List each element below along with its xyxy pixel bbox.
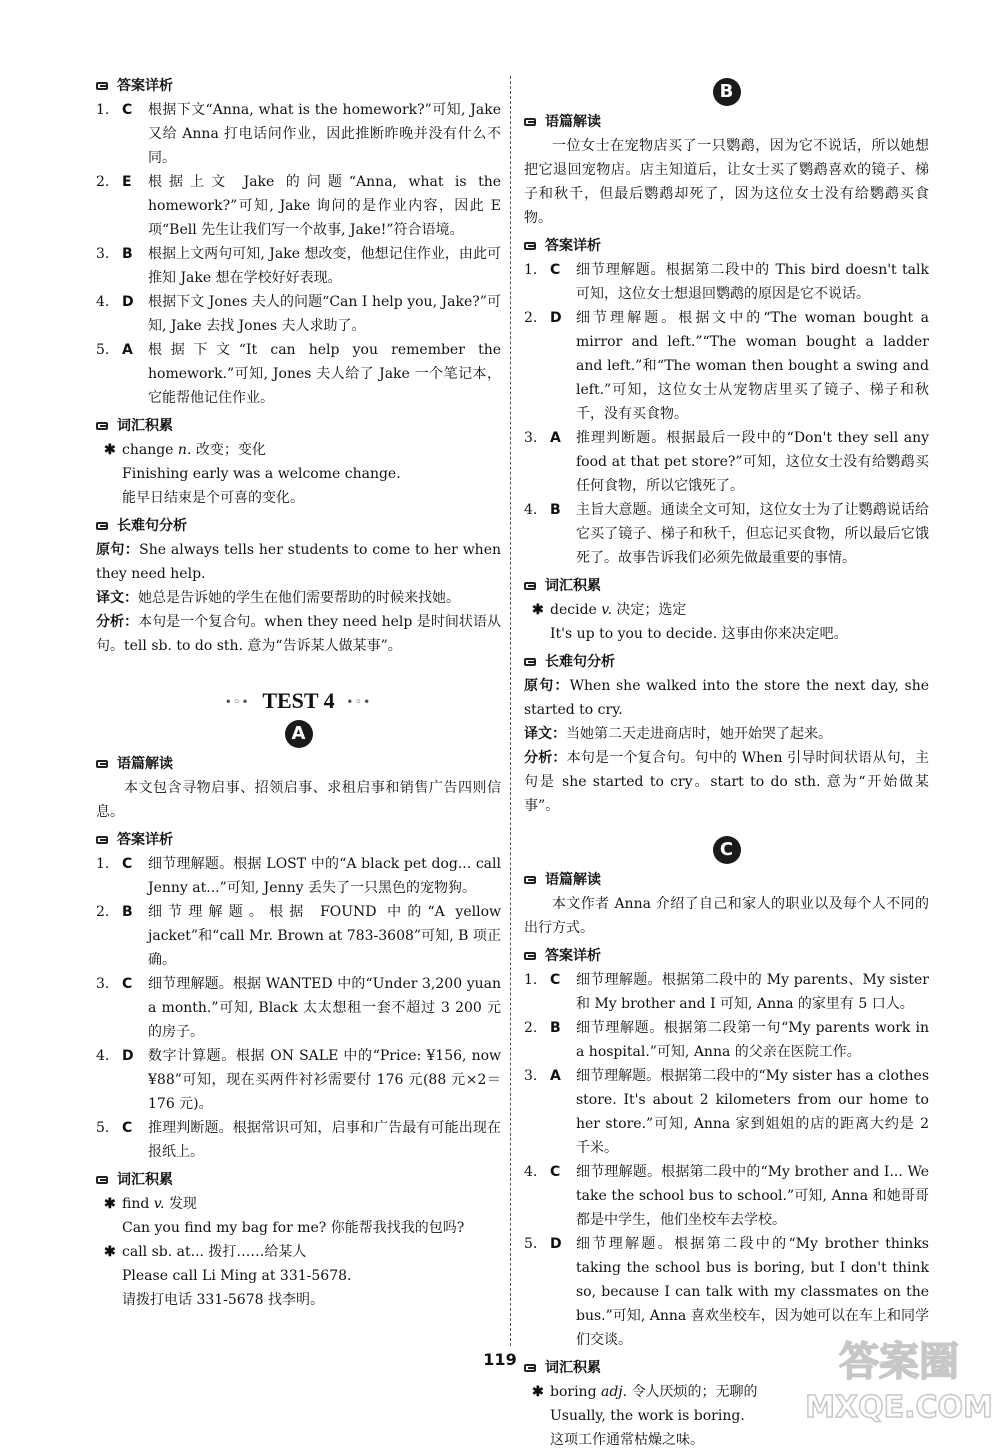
- answer-item: 2. D 细节理解题。根据文中的“The woman bought a mirror and left.”“The woman bought a ladder and left.”和“The woman then bought a swing and left.”可知，这位女士从宠物店里买了镜子、梯子和秋千，没有买食物。: [524, 310, 929, 422]
- answer-item: 5. A 根据下文“It can help you remember the homework.”可知, Jones 夫人给了 Jake 一个笔记本，它能帮他记住作业。: [96, 342, 501, 406]
- passage-summary: 本文作者 Anna 介绍了自己和家人的职业以及每个人不同的出行方式。: [524, 896, 929, 936]
- section-heading: 词汇积累: [96, 1168, 501, 1192]
- dots-decoration: •◦•: [225, 696, 251, 708]
- watermark-line2: MXQE.COM: [805, 1390, 993, 1425]
- left-column: [96, 70, 501, 1312]
- example-en: Finishing early was a welcome change.: [122, 466, 401, 482]
- column-divider: [510, 76, 511, 1346]
- section-marker-icon: [524, 950, 539, 962]
- original-sentence: 原句：When she walked into the store the next day, she started to cry.: [524, 678, 930, 718]
- section-heading: 答案详析: [96, 74, 501, 98]
- watermark-logo: [804, 1331, 994, 1427]
- answer-item: 3. C 细节理解题。根据 WANTED 中的“Under 3,200 yuan a month.”可知, Black 太太想租一套不超过 3 200 元的房子。: [96, 975, 501, 1040]
- watermark-line1: 答案圈: [839, 1339, 959, 1385]
- example-cn: 这项工作通常枯燥之味。: [550, 1432, 704, 1448]
- section-heading: 词汇积累: [524, 1356, 929, 1380]
- passage-summary: 本文包含寻物启事、招领启事、求租启事和销售广告四则信息。: [96, 779, 501, 820]
- answer-item: 5. D 细节理解题。根据第二段中的“My brother thinks taking the school bus is boring, but I don't think so, because I can talk with my classmates on the bus.”可知, Anna 喜欢坐校车，因为她可以在车上和同学们交谈。: [524, 1236, 929, 1348]
- vocab-entry: ✱ call sb. at... 拨打……给某人 Please call Li Ming at 331-5678. 请拨打电话 331-5678 找李明。: [96, 1240, 501, 1312]
- answer-item: 1. C 细节理解题。根据 LOST 中的“A black pet dog... call Jenny at...”可知, Jenny 丢失了一只黑色的宠物狗。: [96, 855, 501, 896]
- section-marker-icon: [524, 580, 539, 592]
- star-icon: ✱: [104, 442, 116, 458]
- answer-item: 4. B 主旨大意题。通读全文可知，这位女士为了让鹦鹉说话给它买了镜子、梯子和秋千，但忘记买食物，所以最后它饿死了。故事告诉我们必须先做最重要的事情。: [524, 502, 929, 566]
- page-number: 119: [483, 1350, 517, 1369]
- section-marker-icon: [524, 116, 539, 128]
- section-heading: 长难句分析: [524, 650, 929, 674]
- passage-summary: 一位女士在宠物店买了一只鹦鹉，因为它不说话，所以她想把它退回宠物店。店主知道后，让女士买了鹦鹉喜欢的镜子、梯子和秋千，但最后鹦鹉却死了，因为这位女士没有给鹦鹉买食物。: [524, 138, 929, 226]
- answer-item: 2. E 根据上文 Jake 的问题“Anna, what is the homework?”可知, Jake 询问的是作业内容，因此 E 项“Bell 先生让我们写一个故事, Jake!”符合语境。: [96, 174, 501, 238]
- section-heading: 答案详析: [524, 944, 929, 968]
- star-icon: ✱: [104, 1195, 116, 1212]
- answer-item: 1. C 细节理解题。根据第二段中的 My parents、My sister 和 My brother and I 可知, Anna 的家里有 5 口人。: [524, 972, 929, 1012]
- analysis: 分析：本句是一个复合句。when they need help 是时间状语从句。tell sb. to do sth. 意为“告诉某人做某事”。: [96, 614, 501, 654]
- passage-badge-b: B: [713, 78, 741, 106]
- section-heading: 词汇积累: [524, 574, 929, 598]
- section-marker-icon: [96, 80, 111, 92]
- vocab-entry: ✱ decide v. 决定；选定 It's up to you to decide. 这事由你来决定吧。: [524, 598, 929, 646]
- example-sentence: Can you find my bag for me? 你能帮我找我的包吗?: [122, 1219, 465, 1236]
- vocab-entry: ✱ change n. 改变；变化 Finishing early was a welcome change. 能早日结束是个可喜的变化。: [96, 438, 501, 510]
- section-heading: 语篇解读: [524, 868, 929, 892]
- answer-item: 5. C 推理判断题。根据常识可知，启事和广告最有可能出现在报纸上。: [96, 1119, 501, 1160]
- answer-item: 2. B 细节理解题。根据第二段第一句“My parents work in a hospital.”可知, Anna 的父亲在医院工作。: [524, 1020, 929, 1060]
- section-heading: 答案详析: [96, 828, 501, 852]
- answer-list: [96, 98, 501, 410]
- answer-item: 2. B 细节理解题。根据 FOUND 中的“A yellow jacket”和“call Mr. Brown at 783-3608”可知, B 项正确。: [96, 903, 501, 968]
- star-icon: ✱: [532, 1384, 544, 1400]
- example-en: Please call Li Ming at 331-5678.: [122, 1267, 352, 1284]
- passage-badge-a: A: [285, 720, 313, 748]
- answer-list: [524, 258, 929, 570]
- section-marker-icon: [524, 656, 539, 668]
- section-marker-icon: [524, 240, 539, 252]
- example-cn: 能早日结束是个可喜的变化。: [122, 490, 304, 506]
- answer-item: 4. D 根据下文 Jones 夫人的问题“Can I help you, Jake?”可知, Jake 去找 Jones 夫人求助了。: [96, 294, 501, 334]
- translation: 译文：她总是告诉她的学生在他们需要帮助的时候来找她。: [96, 590, 460, 606]
- section-heading: 长难句分析: [96, 514, 501, 538]
- example-cn: 请拨打电话 331-5678 找李明。: [122, 1291, 324, 1308]
- test-title: •◦• TEST 4 •◦•: [225, 688, 372, 713]
- section-marker-icon: [96, 758, 111, 770]
- passage-badge-c: C: [713, 836, 741, 864]
- answer-item: 4. C 细节理解题。根据第二段中的“My brother and I... We take the school bus to school.”可知, Anna 和她哥哥都是中学生，他们坐校车去学校。: [524, 1164, 929, 1228]
- answer-item: 3. A 细节理解题。根据第二段中的“My sister has a clothes store. It's about 2 kilometers from our home to her store.”可知, Anna 家到姐姐的店的距离大约是 2 千米。: [524, 1068, 929, 1156]
- vocab-entry: ✱ boring adj. 令人厌烦的；无聊的 Usually, the work is boring. 这项工作通常枯燥之味。: [524, 1380, 929, 1452]
- answer-list: [96, 852, 501, 1164]
- section-heading: 语篇解读: [524, 110, 929, 134]
- answer-item: 1. C 细节理解题。根据第二段中的 This bird doesn't talk 可知，这位女士想退回鹦鹉的原因是它不说话。: [524, 262, 929, 302]
- star-icon: ✱: [532, 602, 544, 618]
- section-heading: 答案详析: [524, 234, 929, 258]
- analysis: 分析：本句是一个复合句。句中的 When 引导时间状语从句，主句是 she started to cry。start to do sth. 意为“开始做某事”。: [524, 750, 930, 814]
- section-marker-icon: [524, 874, 539, 886]
- section-marker-icon: [96, 834, 111, 846]
- star-icon: ✱: [104, 1243, 116, 1260]
- section-marker-icon: [96, 1174, 111, 1186]
- example-en: Usually, the work is boring.: [550, 1408, 745, 1424]
- section-heading: 语篇解读: [96, 752, 501, 776]
- original-sentence: 原句：She always tells her students to come to her when they need help.: [96, 542, 501, 582]
- section-marker-icon: [96, 420, 111, 432]
- section-marker-icon: [96, 520, 111, 532]
- answer-item: 3. B 根据上文两句可知, Jake 想改变，他想记住作业，由此可推知 Jake 想在学校好好表现。: [96, 246, 501, 286]
- vocab-entry: ✱ find v. 发现 Can you find my bag for me? 你能帮我找我的包吗?: [96, 1192, 501, 1240]
- answer-item: 1. C 根据下文“Anna, what is the homework?”可知, Jake又给 Anna 打电话问作业，因此推断昨晚并没有什么不同。: [96, 102, 501, 166]
- dots-decoration: •◦•: [346, 696, 372, 708]
- answer-item: 4. D 数字计算题。根据 ON SALE 中的“Price: ¥156, now ¥88”可知，现在买两件衬衫需要付 176 元(88 元×2＝176 元)。: [96, 1047, 501, 1112]
- translation: 译文：当她第二天走进商店时，她开始哭了起来。: [524, 726, 832, 742]
- right-column: [524, 70, 929, 1452]
- answer-item: 3. A 推理判断题。根据最后一段中的“Don't they sell any food at that pet store?”可知，这位女士没有给鹦鹉买任何食物，所以它饿死了。: [524, 430, 929, 494]
- answer-list: [524, 968, 929, 1352]
- example-sentence: It's up to you to decide. 这事由你来决定吧。: [550, 626, 848, 642]
- section-heading: 词汇积累: [96, 414, 501, 438]
